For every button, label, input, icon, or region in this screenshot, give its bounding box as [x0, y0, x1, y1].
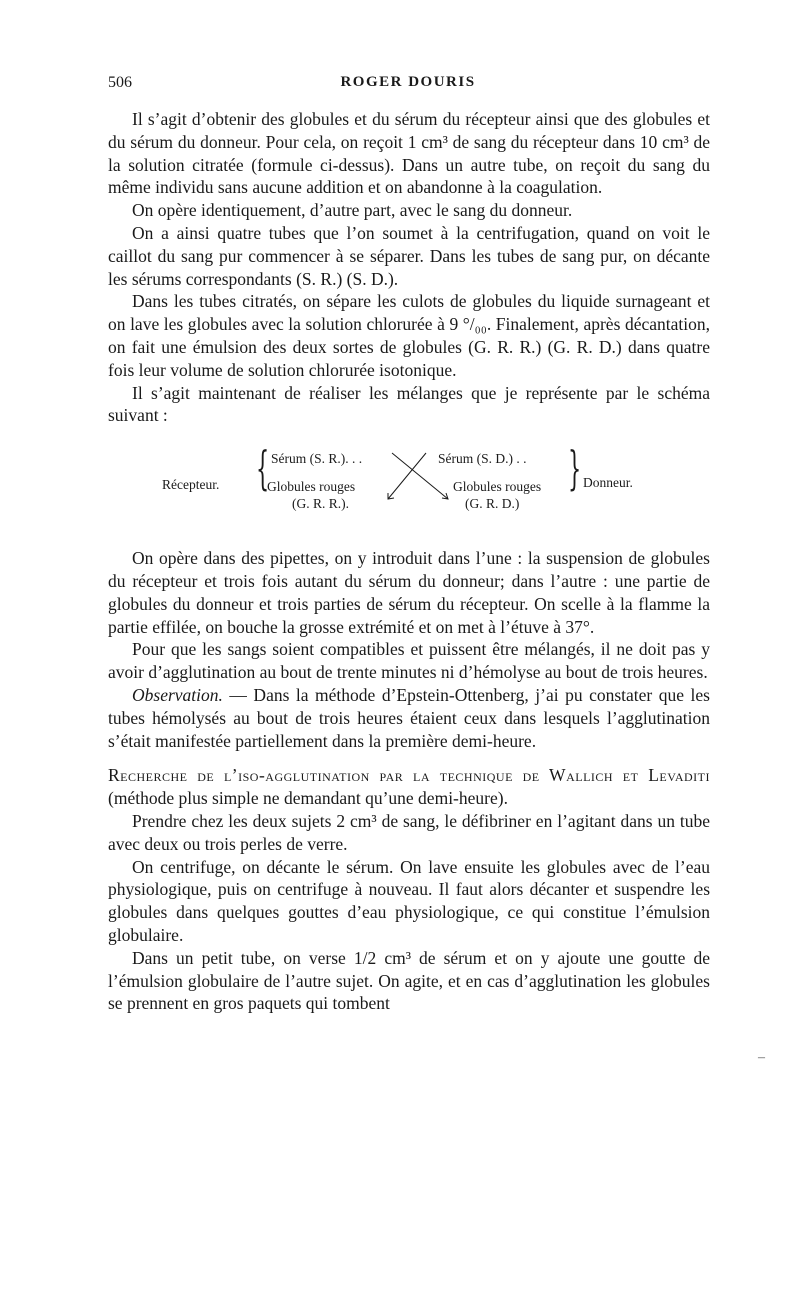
paragraph: Dans un petit tube, on verse 1/2 cm³ de sérum et on y ajoute une goutte de l’émulsion globulaire de l’autre sujet. On agite, et en cas d’agglutination les globules se prennent en gros paquets qui tombent	[108, 947, 710, 1014]
section-gap	[108, 752, 710, 764]
left-brace: {	[256, 441, 270, 496]
paragraph: On opère identiquement, d’autre part, avec le sang du donneur.	[132, 200, 573, 221]
section-paragraph	[108, 764, 710, 810]
paragraph: On opère dans des pipettes, on y introduit dans l’une : la suspension de globules du récepteur et trois fois autant du sérum du donneur; dans l’autre : une partie de globules du donneur et trois parties de sérum du récepteur. On scelle à la flamme la partie effilée, on bouche la grosse extrémité et on met à l’étuve à 37°.	[108, 548, 710, 637]
paragraph: Il s’agit d’obtenir des globules et du sérum du récepteur ainsi que des globules et du sérum du donneur. Pour cela, on reçoit 1 cm³ de sang du récepteur dans 10 cm³ de la solution citratée (formule ci-dessus). Dans un autre tube, on reçoit du sang du même individu sans aucune addition et on abandonne à la coagulation.	[108, 109, 710, 198]
serum-d-label: Sérum (S. D.) . .	[438, 451, 527, 467]
observation-paragraph	[108, 684, 710, 752]
globules-r-code: (G. R. R.).	[292, 496, 349, 512]
observation-text: — Dans la méthode d’Epstein-Ottenberg, j’ai pu constater que les tubes hémolysés au bout de trois heures étaient ceux dans lesquels l’agglutination s’était manifestée partiellement dans la première demi-heure.	[108, 684, 710, 751]
globules-d-label: Globules rouges	[453, 479, 542, 495]
donneur-label: Donneur.	[583, 475, 633, 491]
mixing-schema	[108, 431, 710, 545]
paragraph: Pour que les sangs soient compatibles et puissent être mélangés, il ne doit pas y avoir d’agglutination au bout de trente minutes ni d’hémolyse au bout de trois heures.	[108, 639, 710, 683]
right-brace: }	[568, 441, 582, 496]
page-header	[108, 74, 708, 100]
paragraph: On centrifuge, on décante le sérum. On lave ensuite les globules avec de l’eau physiologique, puis on centrifuge à nouveau. Il faut alors décanter et suspendre les globules dans quelques gouttes d’eau physiologique, ce qui constitue l’émulsion globulaire.	[108, 856, 710, 945]
margin-mark: –	[758, 1050, 765, 1065]
paragraph: Il s’agit maintenant de réaliser les mélanges que je représente par le schéma suivant :	[108, 382, 710, 426]
observation-label: Observation.	[132, 684, 223, 705]
serum-r-label: Sérum (S. R.). . .	[271, 451, 363, 467]
paragraph: On a ainsi quatre tubes que l’on soumet à la centrifugation, quand on voit le caillot du sang pur commencer à se séparer. Dans les tubes de sang pur, on décante les sérums correspondants (S. R.) (S. D.).	[108, 222, 710, 289]
page-number: 506	[108, 74, 132, 91]
body-text	[108, 108, 710, 1015]
section-heading: Recherche de l’iso-agglutination par la technique de Wallich et Levaditi	[108, 765, 710, 786]
globules-d-code: (G. R. D.)	[465, 496, 520, 512]
section-heading-tail: (méthode plus simple ne demandant qu’une demi-heure).	[108, 788, 508, 809]
globules-r-label: Globules rouges	[267, 479, 356, 495]
paragraph: Dans les tubes citratés, on sépare les culots de globules du liquide surnageant et on lave les globules avec la solution chlorurée à 9 °/₀₀. Finalement, après décantation, on fait une émulsion des deux sortes de globules (G. R. R.) (G. R. D.) dans quatre fois leur volume de solution chlorurée isotonique.	[108, 291, 710, 380]
running-title: ROGER DOURIS	[340, 74, 476, 90]
recepteur-label: Récepteur.	[162, 477, 220, 493]
paragraph: Prendre chez les deux sujets 2 cm³ de sang, le défibriner en l’agitant dans un tube avec deux ou trois perles de verre.	[108, 810, 710, 854]
